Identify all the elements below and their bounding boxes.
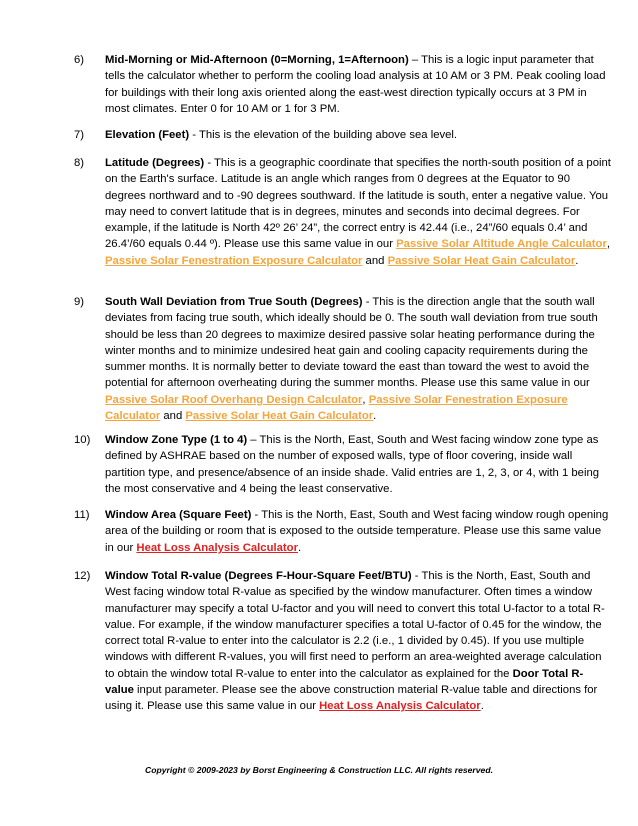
item-body: - This is the direction angle that the south wall deviates from facing true south, which ideally should be 0. The south wall deviation from true south should be less than 20 degrees to maximize desired passive solar heating performance during the winter months and to minimize undesired heat gain and cooling capacity requirements during the summer months. It is normally better to deviate toward the east than toward the west to avoid the potential for afternoon overheating during the summer months. Please use this same value in our: [105, 296, 598, 390]
separator: ,: [606, 238, 610, 251]
link-passive-solar-roof-overhang-design-calculator[interactable]: Passive Solar Roof Overhang Design Calculator: [105, 393, 363, 406]
link-heat-loss-analysis-calculator[interactable]: Heat Loss Analysis Calculator: [136, 541, 298, 554]
separator: ,: [362, 393, 369, 406]
link-passive-solar-heat-gain-calculator[interactable]: Passive Solar Heat Gain Calculator: [185, 410, 374, 423]
link-passive-solar-altitude-angle-calculator[interactable]: Passive Solar Altitude Angle Calculator: [396, 238, 607, 251]
item-body: - This is the North, East, South and West facing window total R-value as specified by the window manufacturer. Often times a window manufacturer may specify a total U-factor and you will need to convert this total U-factor to a total R-value. For example, if the window manufacturer specifies a total U-factor of 0.45 for the window, the correct total R-value to enter into the calculator is 2.2 (i.e., 1 divided by 0.45). If you use multiple windows with different R-values, you will first need to perform an area-weighted average calculation to obtain the window total R-value to enter into the calculator as explained for the: [105, 570, 605, 680]
item-title: South Wall Deviation from True South (Degrees): [105, 296, 363, 308]
item-text: [105, 155, 611, 269]
item-title: Window Area (Square Feet): [105, 509, 252, 521]
item-number: 9): [74, 296, 85, 308]
item-text: [105, 432, 611, 497]
period: .: [297, 541, 302, 554]
period: .: [575, 254, 579, 267]
item-body: - This is the North, East, South and West facing window rough opening area of the building or room that is exposed to the outside temperature. Please use this same value in our: [105, 509, 609, 554]
link-passive-solar-fenestration-exposure-calculator[interactable]: Passive Solar Fenestration Exposure Calculator: [105, 393, 568, 423]
period: .: [480, 700, 484, 713]
copyright-footer: Copyright © 2009-2023 by Borst Engineering & Construction LLC. All rights reserved.: [145, 765, 493, 775]
separator: and: [362, 254, 388, 267]
item-text: [105, 568, 611, 715]
item-bold-term: Door Total R-value: [105, 667, 584, 697]
item-text: [105, 294, 611, 424]
item-number: 8): [74, 157, 85, 169]
link-passive-solar-fenestration-exposure-calculator[interactable]: Passive Solar Fenestration Exposure Calculator: [105, 254, 363, 267]
link-heat-loss-analysis-calculator[interactable]: Heat Loss Analysis Calculator: [319, 700, 481, 713]
item-text: [105, 52, 611, 117]
item-title: Mid-Morning or Mid-Afternoon (0=Morning, 1=Afternoon): [105, 54, 409, 66]
item-text: [105, 127, 611, 143]
item-number: 6): [74, 54, 85, 66]
item-number: 10): [74, 434, 91, 446]
item-body-continued: input parameter. Please see the above construction material R-value table and directions for using it. Please use this same value in our: [105, 684, 598, 713]
separator: and: [160, 410, 186, 423]
link-passive-solar-heat-gain-calculator[interactable]: Passive Solar Heat Gain Calculator: [387, 254, 576, 267]
item-title: Latitude (Degrees): [105, 157, 205, 169]
item-body: – This is a logic input parameter that tells the calculator whether to perform the cooling load analysis at 10 AM or 3 PM. Peak cooling load for buildings with their long axis oriented along the east-west direction typically occurs at 3 PM in most climates. Enter 0 for 10 AM or 1 for 3 PM.: [105, 54, 606, 115]
item-number: 11): [74, 509, 90, 521]
item-body: - This is a geographic coordinate that specifies the north-south position of a point on the Earth's surface. Latitude is an angle which ranges from 0 degrees at the Equator to 90 degrees northward and to -90 degrees southward. If the latitude is south, enter a negative value. You may need to convert latitude that is in degrees, minutes and seconds into decimal degrees. For example, if the latitude is North 42º 26’ 24”, the correct entry is 42.44 (i.e., 24”/60 equals 0.4’ and 26.4’/60 equals 0.44 º). Please use this same value in our: [105, 157, 611, 251]
item-number: 7): [74, 129, 85, 141]
item-title: Elevation (Feet): [105, 129, 190, 141]
item-body: – This is the North, East, South and West facing window zone type as defined by ASHRAE based on the number of exposed walls, type of floor covering, inside wall partition type, and presence/absence of an inside shade. Valid entries are 1, 2, 3, or 4, with 1 being the most conservative and 4 being the least conservative.: [105, 434, 600, 495]
item-body: - This is the elevation of the building above sea level.: [189, 129, 458, 141]
period: .: [373, 410, 377, 423]
item-number: 12): [74, 570, 91, 582]
item-title: Window Total R-value (Degrees F-Hour-Square Feet/BTU): [105, 570, 412, 582]
item-title: Window Zone Type (1 to 4): [105, 434, 248, 446]
item-text: [105, 507, 611, 556]
